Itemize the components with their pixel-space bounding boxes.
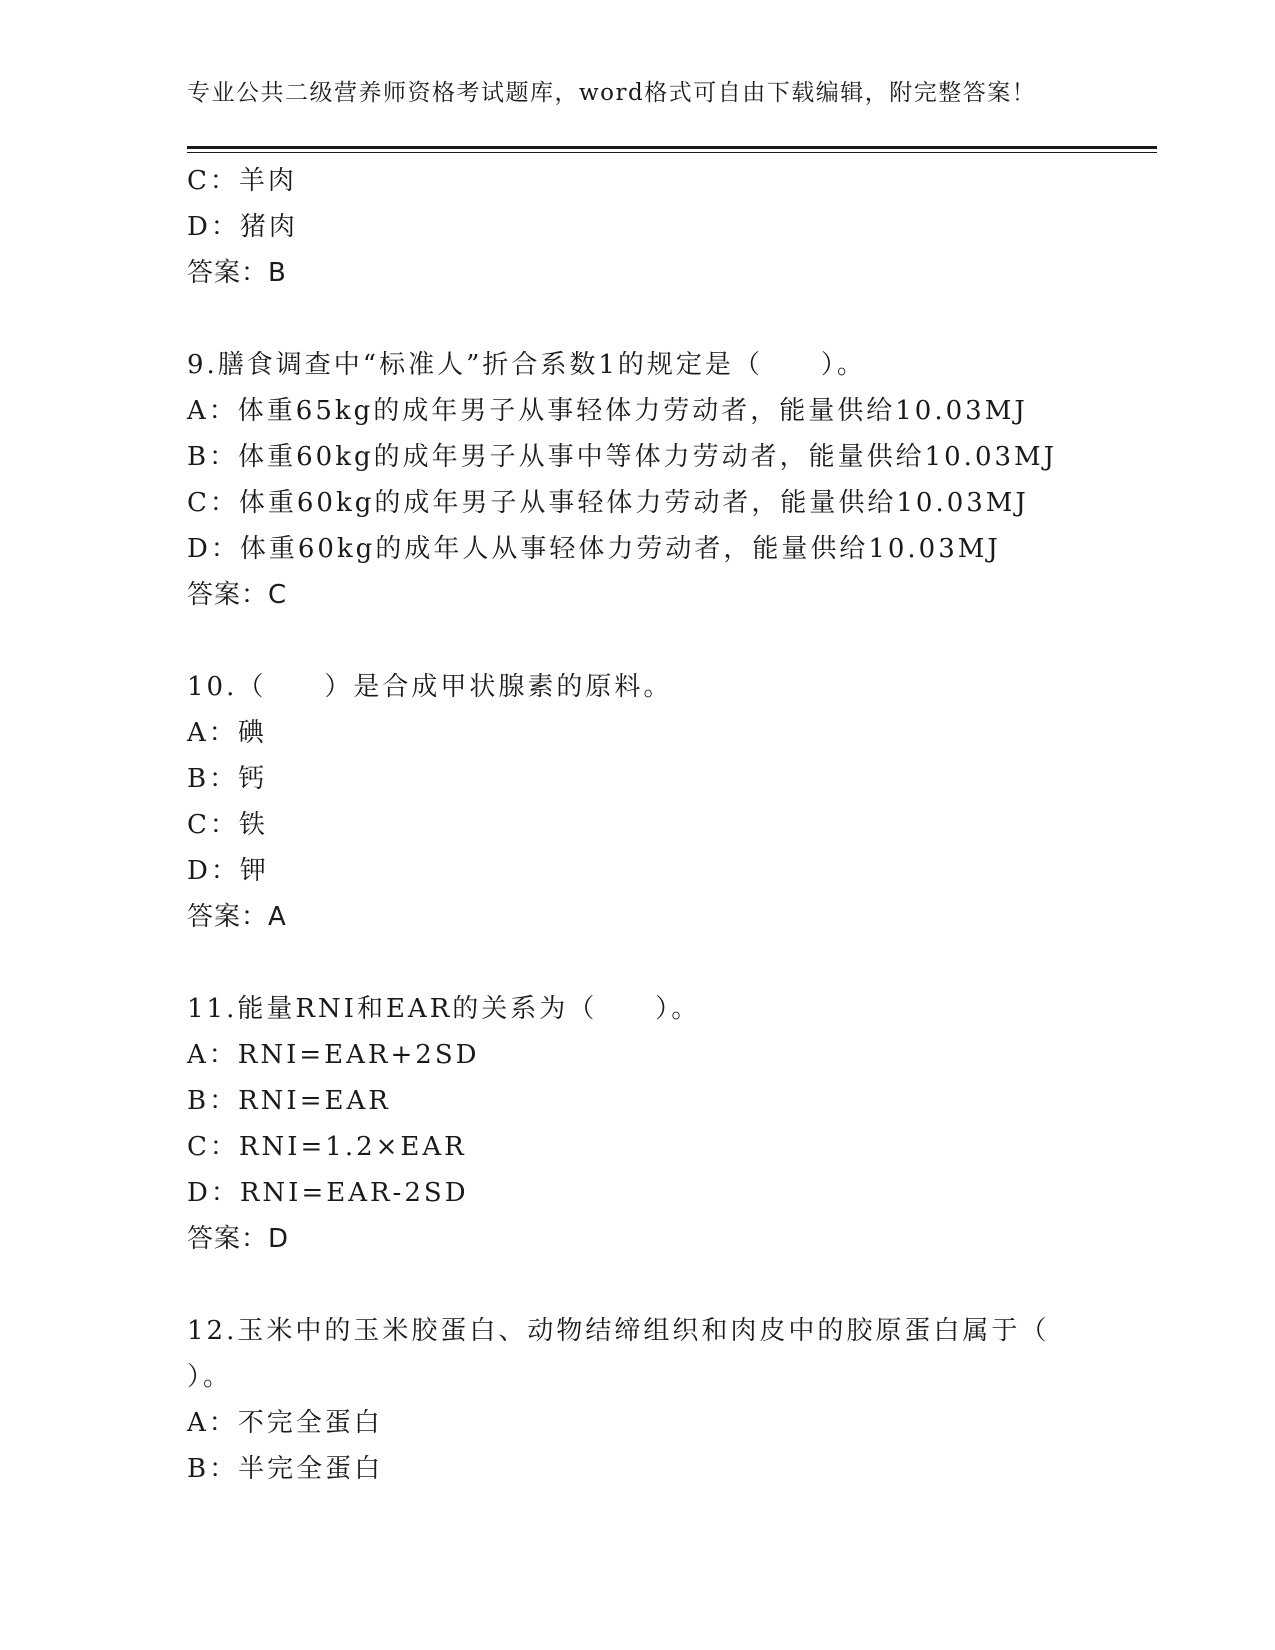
option-a: A：不完全蛋白 [187, 1408, 383, 1438]
header-rule-thick [187, 146, 1157, 149]
option-d: D：钾 [187, 856, 269, 886]
option-c: C：铁 [187, 810, 268, 840]
option-d: D：RNI=EAR-2SD [187, 1178, 469, 1208]
answer-line: 答案：D [187, 1224, 290, 1254]
spacer [187, 296, 1087, 342]
spacer [187, 940, 1087, 986]
option-a: A：碘 [187, 718, 267, 748]
spacer [187, 1262, 1087, 1308]
question-block-11 [187, 986, 1087, 1262]
question-block-8 [187, 158, 1087, 296]
question-stem: 9.膳食调查中“标准人”折合系数1的规定是（ ）。 [187, 350, 866, 380]
question-block-12 [187, 1308, 1087, 1492]
answer-line: 答案：A [187, 902, 287, 932]
option-c: C：体重60kg的成年男子从事轻体力劳动者，能量供给10.03MJ [187, 488, 1029, 518]
option-c: C：羊肉 [187, 166, 297, 196]
option-d: D：体重60kg的成年人从事轻体力劳动者，能量供给10.03MJ [187, 534, 1001, 564]
header-rule-thin [187, 152, 1157, 153]
question-list [187, 158, 1087, 1492]
option-b: B：半完全蛋白 [187, 1454, 384, 1484]
option-b: B：RNI=EAR [187, 1086, 391, 1116]
option-b: B：体重60kg的成年男子从事中等体力劳动者，能量供给10.03MJ [187, 442, 1058, 472]
page-header: 专业公共二级营养师资格考试题库，word格式可自由下载编辑，附完整答案！ [187, 80, 1037, 106]
option-d: D：猪肉 [187, 212, 298, 242]
answer-line: 答案：C [187, 580, 288, 610]
question-stem: 10.（ ）是合成甲状腺素的原料。 [187, 672, 673, 702]
question-block-10 [187, 664, 1087, 940]
option-c: C：RNI=1.2×EAR [187, 1132, 467, 1162]
spacer [187, 618, 1087, 664]
question-stem: 11.能量RNI和EAR的关系为（ ）。 [187, 994, 701, 1024]
answer-line: 答案：B [187, 258, 287, 288]
option-a: A：RNI=EAR+2SD [187, 1040, 480, 1070]
question-stem: 12.玉米中的玉米胶蛋白、动物结缔组织和肉皮中的胶原蛋白属于（ [187, 1316, 1050, 1346]
question-stem-continued: ）。 [187, 1362, 233, 1392]
question-block-9 [187, 342, 1087, 618]
option-b: B：钙 [187, 764, 268, 794]
option-a: A：体重65kg的成年男子从事轻体力劳动者，能量供给10.03MJ [187, 396, 1028, 426]
